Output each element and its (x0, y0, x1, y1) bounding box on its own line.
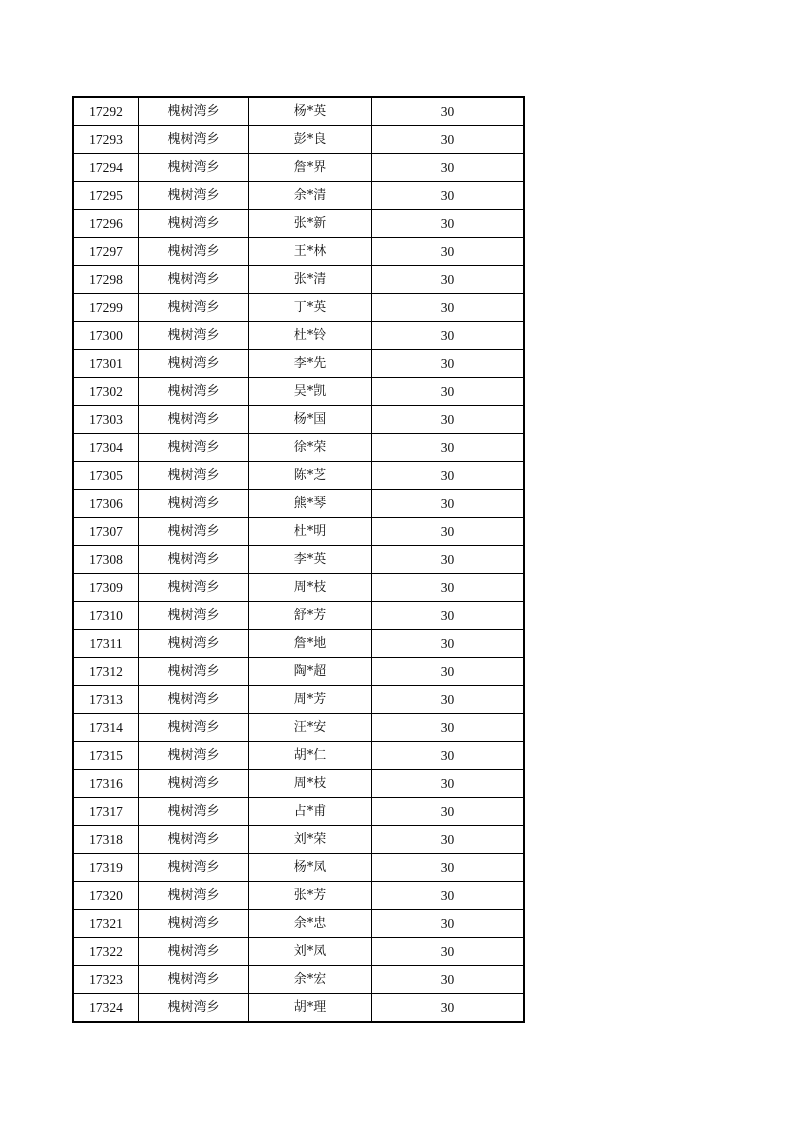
cell-name: 汪*安 (249, 714, 372, 742)
cell-amount: 30 (372, 97, 525, 126)
cell-town: 槐树湾乡 (139, 238, 249, 266)
cell-amount: 30 (372, 322, 525, 350)
cell-amount: 30 (372, 518, 525, 546)
cell-id: 17316 (73, 770, 139, 798)
cell-id: 17297 (73, 238, 139, 266)
cell-id: 17317 (73, 798, 139, 826)
cell-town: 槐树湾乡 (139, 658, 249, 686)
cell-amount: 30 (372, 210, 525, 238)
cell-name: 杨*国 (249, 406, 372, 434)
cell-amount: 30 (372, 658, 525, 686)
table-row (73, 882, 524, 910)
cell-amount: 30 (372, 994, 525, 1023)
cell-town: 槐树湾乡 (139, 518, 249, 546)
cell-town: 槐树湾乡 (139, 322, 249, 350)
cell-amount: 30 (372, 462, 525, 490)
cell-id: 17292 (73, 97, 139, 126)
cell-town: 槐树湾乡 (139, 602, 249, 630)
table-row (73, 126, 524, 154)
cell-amount: 30 (372, 182, 525, 210)
cell-amount: 30 (372, 238, 525, 266)
cell-town: 槐树湾乡 (139, 938, 249, 966)
table-body (73, 97, 524, 1022)
cell-town: 槐树湾乡 (139, 994, 249, 1023)
table-row (73, 910, 524, 938)
cell-name: 张*新 (249, 210, 372, 238)
cell-id: 17321 (73, 910, 139, 938)
cell-amount: 30 (372, 546, 525, 574)
cell-amount: 30 (372, 966, 525, 994)
cell-name: 李*英 (249, 546, 372, 574)
table-row (73, 686, 524, 714)
cell-name: 张*清 (249, 266, 372, 294)
cell-town: 槐树湾乡 (139, 854, 249, 882)
cell-name: 李*先 (249, 350, 372, 378)
cell-town: 槐树湾乡 (139, 266, 249, 294)
cell-name: 刘*荣 (249, 826, 372, 854)
cell-name: 余*清 (249, 182, 372, 210)
cell-town: 槐树湾乡 (139, 406, 249, 434)
table-row (73, 322, 524, 350)
table-row (73, 742, 524, 770)
table-row (73, 770, 524, 798)
cell-town: 槐树湾乡 (139, 574, 249, 602)
cell-amount: 30 (372, 154, 525, 182)
table-row (73, 182, 524, 210)
cell-amount: 30 (372, 630, 525, 658)
cell-name: 陈*芝 (249, 462, 372, 490)
cell-town: 槐树湾乡 (139, 770, 249, 798)
cell-id: 17314 (73, 714, 139, 742)
table-row (73, 434, 524, 462)
cell-amount: 30 (372, 602, 525, 630)
cell-name: 余*忠 (249, 910, 372, 938)
cell-town: 槐树湾乡 (139, 910, 249, 938)
cell-town: 槐树湾乡 (139, 294, 249, 322)
table-row (73, 462, 524, 490)
cell-id: 17303 (73, 406, 139, 434)
cell-town: 槐树湾乡 (139, 97, 249, 126)
cell-id: 17294 (73, 154, 139, 182)
cell-id: 17302 (73, 378, 139, 406)
data-table (72, 96, 525, 1023)
cell-id: 17309 (73, 574, 139, 602)
cell-town: 槐树湾乡 (139, 182, 249, 210)
table-row (73, 97, 524, 126)
cell-id: 17304 (73, 434, 139, 462)
cell-name: 吴*凯 (249, 378, 372, 406)
cell-name: 占*甫 (249, 798, 372, 826)
cell-town: 槐树湾乡 (139, 714, 249, 742)
table-row (73, 854, 524, 882)
cell-town: 槐树湾乡 (139, 826, 249, 854)
cell-amount: 30 (372, 826, 525, 854)
table-row (73, 238, 524, 266)
cell-name: 徐*荣 (249, 434, 372, 462)
table-row (73, 294, 524, 322)
cell-id: 17323 (73, 966, 139, 994)
cell-amount: 30 (372, 126, 525, 154)
cell-id: 17319 (73, 854, 139, 882)
cell-id: 17300 (73, 322, 139, 350)
cell-name: 王*林 (249, 238, 372, 266)
cell-amount: 30 (372, 686, 525, 714)
table-row (73, 798, 524, 826)
cell-id: 17293 (73, 126, 139, 154)
table-row (73, 602, 524, 630)
cell-name: 杨*英 (249, 97, 372, 126)
table-row (73, 518, 524, 546)
cell-town: 槐树湾乡 (139, 154, 249, 182)
cell-name: 胡*仁 (249, 742, 372, 770)
cell-town: 槐树湾乡 (139, 798, 249, 826)
cell-town: 槐树湾乡 (139, 546, 249, 574)
cell-id: 17307 (73, 518, 139, 546)
table-row (73, 630, 524, 658)
cell-id: 17312 (73, 658, 139, 686)
cell-town: 槐树湾乡 (139, 882, 249, 910)
table-row (73, 826, 524, 854)
cell-id: 17295 (73, 182, 139, 210)
cell-town: 槐树湾乡 (139, 378, 249, 406)
cell-id: 17315 (73, 742, 139, 770)
cell-amount: 30 (372, 378, 525, 406)
cell-amount: 30 (372, 266, 525, 294)
cell-amount: 30 (372, 770, 525, 798)
table-row (73, 938, 524, 966)
cell-name: 周*芳 (249, 686, 372, 714)
cell-id: 17299 (73, 294, 139, 322)
cell-amount: 30 (372, 910, 525, 938)
cell-name: 余*宏 (249, 966, 372, 994)
table-row (73, 378, 524, 406)
cell-id: 17318 (73, 826, 139, 854)
table-row (73, 658, 524, 686)
table-row (73, 266, 524, 294)
cell-amount: 30 (372, 882, 525, 910)
cell-id: 17301 (73, 350, 139, 378)
cell-amount: 30 (372, 434, 525, 462)
table-row (73, 350, 524, 378)
table-row (73, 154, 524, 182)
cell-id: 17313 (73, 686, 139, 714)
cell-name: 詹*界 (249, 154, 372, 182)
table-row (73, 574, 524, 602)
cell-amount: 30 (372, 294, 525, 322)
cell-name: 陶*超 (249, 658, 372, 686)
cell-town: 槐树湾乡 (139, 966, 249, 994)
cell-name: 熊*琴 (249, 490, 372, 518)
cell-name: 丁*英 (249, 294, 372, 322)
cell-town: 槐树湾乡 (139, 742, 249, 770)
cell-amount: 30 (372, 406, 525, 434)
cell-name: 杜*明 (249, 518, 372, 546)
cell-name: 周*枝 (249, 770, 372, 798)
cell-id: 17310 (73, 602, 139, 630)
cell-amount: 30 (372, 714, 525, 742)
cell-id: 17305 (73, 462, 139, 490)
cell-id: 17322 (73, 938, 139, 966)
cell-name: 舒*芳 (249, 602, 372, 630)
cell-id: 17320 (73, 882, 139, 910)
table-row (73, 546, 524, 574)
table-row (73, 966, 524, 994)
cell-amount: 30 (372, 798, 525, 826)
cell-town: 槐树湾乡 (139, 490, 249, 518)
cell-town: 槐树湾乡 (139, 630, 249, 658)
cell-town: 槐树湾乡 (139, 126, 249, 154)
cell-amount: 30 (372, 350, 525, 378)
cell-amount: 30 (372, 742, 525, 770)
cell-name: 彭*良 (249, 126, 372, 154)
cell-amount: 30 (372, 490, 525, 518)
table-row (73, 406, 524, 434)
cell-town: 槐树湾乡 (139, 686, 249, 714)
cell-amount: 30 (372, 574, 525, 602)
cell-town: 槐树湾乡 (139, 350, 249, 378)
table-row (73, 210, 524, 238)
cell-amount: 30 (372, 938, 525, 966)
cell-town: 槐树湾乡 (139, 210, 249, 238)
cell-id: 17308 (73, 546, 139, 574)
cell-town: 槐树湾乡 (139, 462, 249, 490)
cell-name: 詹*地 (249, 630, 372, 658)
cell-id: 17298 (73, 266, 139, 294)
table-row (73, 994, 524, 1023)
cell-amount: 30 (372, 854, 525, 882)
cell-name: 杜*铃 (249, 322, 372, 350)
cell-name: 胡*理 (249, 994, 372, 1023)
cell-town: 槐树湾乡 (139, 434, 249, 462)
cell-name: 刘*凤 (249, 938, 372, 966)
table-row (73, 490, 524, 518)
cell-name: 周*枝 (249, 574, 372, 602)
cell-name: 张*芳 (249, 882, 372, 910)
cell-id: 17296 (73, 210, 139, 238)
table-row (73, 714, 524, 742)
cell-id: 17306 (73, 490, 139, 518)
cell-id: 17324 (73, 994, 139, 1023)
cell-name: 杨*凤 (249, 854, 372, 882)
cell-id: 17311 (73, 630, 139, 658)
